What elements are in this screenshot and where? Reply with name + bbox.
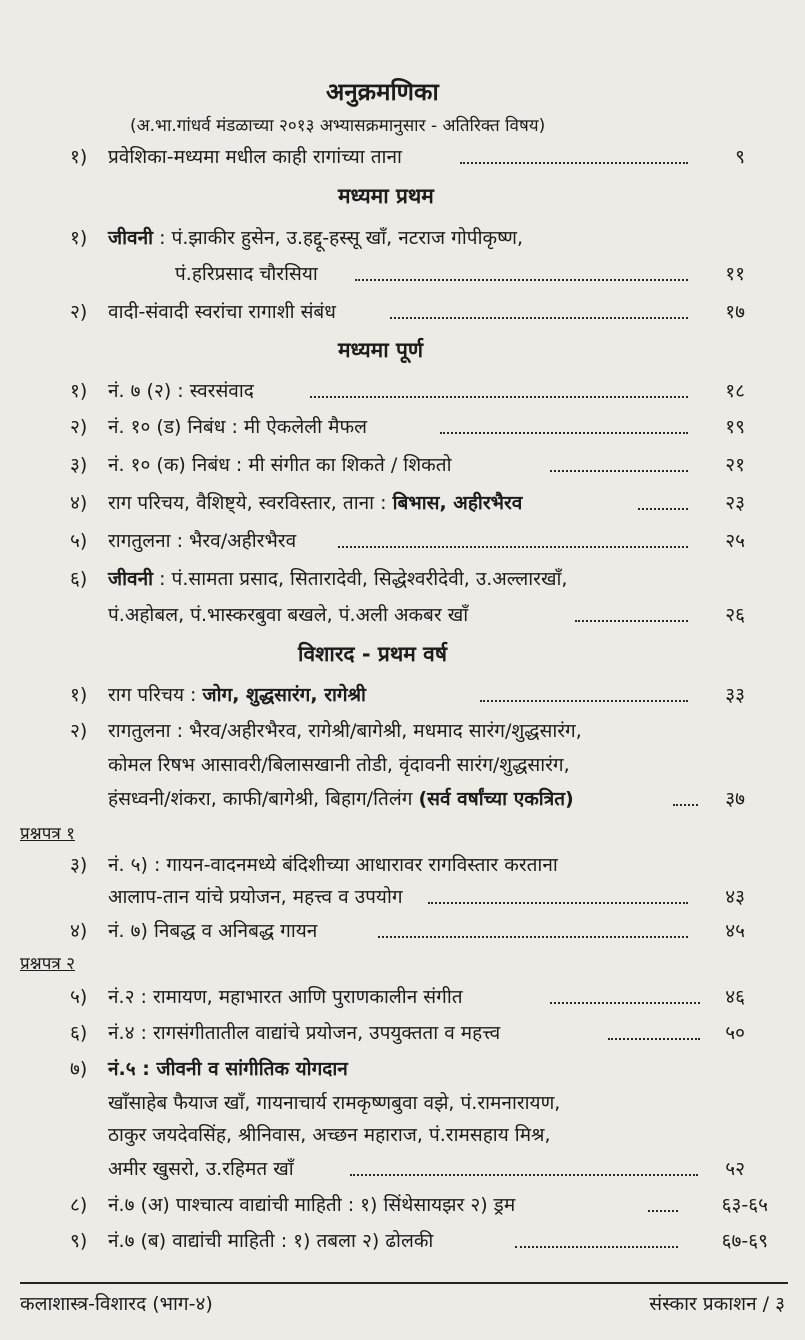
leader-dots <box>390 315 688 319</box>
page-number: २१ <box>725 454 745 476</box>
page-number: ११ <box>725 263 745 285</box>
leader-dots <box>515 1244 678 1248</box>
page-number: २५ <box>725 530 745 552</box>
toc-num: ४) <box>70 920 88 942</box>
section-heading: विशारद - प्रथम वर्ष <box>298 642 447 666</box>
entry-text: राग परिचय, वैशिष्ट्ये, स्वरविस्तार, ताना : <box>108 492 393 514</box>
bold-label: जोग, शुद्धसारंग, रागेश्री <box>202 684 366 706</box>
leader-dots <box>355 277 688 281</box>
page-number: २६ <box>725 604 745 626</box>
toc-num: २) <box>70 720 88 742</box>
toc-entry-line: पं.हरिप्रसाद चौरसिया <box>175 263 318 285</box>
toc-entry-text: नं. ७ (२) : स्वरसंवाद <box>108 380 254 402</box>
toc-num: ५) <box>70 986 88 1008</box>
bold-label: बिभास, अहीरभैरव <box>392 492 523 514</box>
toc-num: ९) <box>70 1230 88 1252</box>
leader-dots <box>460 160 688 164</box>
leader-dots <box>648 1208 678 1212</box>
toc-entry-text: रागतुलना : भैरव/अहीरभैरव, रागेश्री/बागेश्री, मधमाद सारंग/शुद्धसारंग, <box>108 720 582 742</box>
toc-num: ६) <box>70 1022 88 1044</box>
toc-entry-text: नं. १० (क) निबंध : मी संगीत का शिकते / शिकतो <box>108 454 452 476</box>
page-number: ३७ <box>725 788 745 810</box>
toc-entry-text <box>108 570 567 589</box>
toc-entry-text <box>108 229 523 248</box>
leader-dots <box>480 698 688 702</box>
toc-entry-line: कोमल रिषभ आसावरी/बिलासखानी तोडी, वृंदावनी सारंग/शुद्धसारंग, <box>108 754 570 776</box>
toc-num: ७) <box>70 1058 88 1080</box>
entry-text: राग परिचय : <box>108 684 203 706</box>
toc-num: १) <box>70 380 88 402</box>
toc-num: ३) <box>70 454 88 476</box>
leader-dots <box>310 394 688 398</box>
bold-label: (सर्व वर्षांच्या एकत्रित) <box>418 788 574 810</box>
footer-rule <box>20 1282 788 1284</box>
toc-entry-line: खाँसाहेब फैयाज खाँ, गायनाचार्य रामकृष्णबुवा वझे, पं.रामनारायण, <box>108 1092 561 1114</box>
toc-entry-text: वादी-संवादी स्वरांचा रागाशी संबंध <box>108 301 336 323</box>
footer-book-title: कलाशास्त्र-विशारद (भाग-४) <box>20 1293 213 1315</box>
leader-dots <box>338 544 688 548</box>
leader-dots <box>550 1000 700 1004</box>
toc-num: ४) <box>70 492 88 514</box>
section-heading: मध्यमा प्रथम <box>338 184 434 208</box>
toc-entry-text: नं.२ : रामायण, महाभारत आणि पुराणकालीन संगीत <box>108 986 463 1008</box>
toc-entry-text: नं.७ (अ) पाश्चात्य वाद्यांची माहिती : १) सिंथेसायझर २) ड्रम <box>108 1194 516 1216</box>
entry-rest: : पं.झाकीर हुसेन, उ.हद्दू-हस्सू खाँ, नटराज गोपीकृष्ण, <box>153 227 523 249</box>
toc-entry-line: ठाकुर जयदेवसिंह, श्रीनिवास, अच्छन महाराज, पं.रामसहाय मिश्र, <box>108 1124 551 1146</box>
leader-dots <box>575 618 688 622</box>
bold-label: जीवनी <box>108 568 154 590</box>
toc-num: ३) <box>70 854 88 876</box>
toc-entry-text: नं.५ : जीवनी व सांगीतिक योगदान <box>108 1058 348 1080</box>
page-number: ५२ <box>725 1158 745 1180</box>
leader-dots <box>608 1036 700 1040</box>
page-number: ६७-६९ <box>721 1230 768 1252</box>
toc-num: २) <box>70 416 88 438</box>
leader-dots <box>350 1172 698 1176</box>
page-number: ४३ <box>725 886 745 908</box>
toc-num: १) <box>70 227 88 249</box>
toc-entry-line: अमीर खुसरो, उ.रहिमत खाँ <box>108 1158 294 1180</box>
page-number: ६३-६५ <box>721 1194 768 1216</box>
section-heading: मध्यमा पूर्ण <box>338 338 424 362</box>
question-paper-label: प्रश्नपत्र १ <box>20 824 75 844</box>
page-number: ४५ <box>725 920 745 942</box>
leader-dots <box>638 506 688 510</box>
page-number: ४६ <box>725 986 745 1008</box>
toc-entry-text: नं. १० (ड) निबंध : मी ऐकलेली मैफल <box>108 416 367 438</box>
toc-entry-text: नं.७ (ब) वाद्यांची माहिती : १) तबला २) ढोलकी <box>108 1230 434 1252</box>
page-number: १८ <box>725 380 745 402</box>
entry-rest: : पं.सामता प्रसाद, सितारादेवी, सिद्धेश्वरीदेवी, उ.अल्लारखाँ, <box>153 568 568 590</box>
question-paper-label: प्रश्नपत्र २ <box>20 954 75 974</box>
page-number: १९ <box>725 416 745 438</box>
leader-dots <box>673 802 698 806</box>
toc-entry-text: नं.४ : रागसंगीतातील वाद्यांचे प्रयोजन, उपयुक्तता व महत्त्व <box>108 1022 501 1044</box>
leader-dots <box>378 934 688 938</box>
toc-entry-text <box>108 686 366 705</box>
entry-text: हंसध्वनी/शंकरा, काफी/बागेश्री, बिहाग/तिलंग <box>108 788 419 810</box>
toc-num: १) <box>70 684 88 706</box>
toc-entry-text <box>108 494 522 513</box>
leader-dots <box>440 430 688 434</box>
toc-num: ५) <box>70 530 88 552</box>
page-number: ५० <box>725 1022 745 1044</box>
page-number: ३३ <box>725 684 745 706</box>
footer-publisher: संस्कार प्रकाशन / ३ <box>649 1293 785 1315</box>
page-subtitle: (अ.भा.गांधर्व मंडळाच्या २०१३ अभ्यासक्रमानुसार - अतिरिक्त विषय) <box>130 116 546 136</box>
toc-entry-line: पं.अहोबल, पं.भास्करबुवा बखले, पं.अली अकबर खाँ <box>108 604 469 626</box>
toc-entry-text: रागतुलना : भैरव/अहीरभैरव <box>108 530 297 552</box>
toc-num: ८) <box>70 1194 88 1216</box>
toc-entry-text: प्रवेशिका-मध्यमा मधील काही रागांच्या ताना <box>108 146 402 168</box>
toc-num: २) <box>70 301 88 323</box>
bold-label: जीवनी <box>108 227 154 249</box>
toc-entry-text: नं. ५) : गायन-वादनमध्ये बंदिशीच्या आधारावर रागविस्तार करताना <box>108 854 558 876</box>
toc-num: ६) <box>70 568 88 590</box>
toc-num: १) <box>70 146 88 168</box>
toc-entry-line <box>108 790 574 809</box>
page-number: २३ <box>725 492 745 514</box>
leader-dots <box>550 468 688 472</box>
page-title: अनुक्रमणिका <box>326 78 439 106</box>
toc-entry-line: आलाप-तान यांचे प्रयोजन, महत्त्व व उपयोग <box>108 886 403 908</box>
leader-dots <box>428 900 688 904</box>
page-number: ९ <box>735 146 745 168</box>
page-number: १७ <box>725 301 745 323</box>
toc-entry-text: नं. ७) निबद्ध व अनिबद्ध गायन <box>108 920 318 942</box>
